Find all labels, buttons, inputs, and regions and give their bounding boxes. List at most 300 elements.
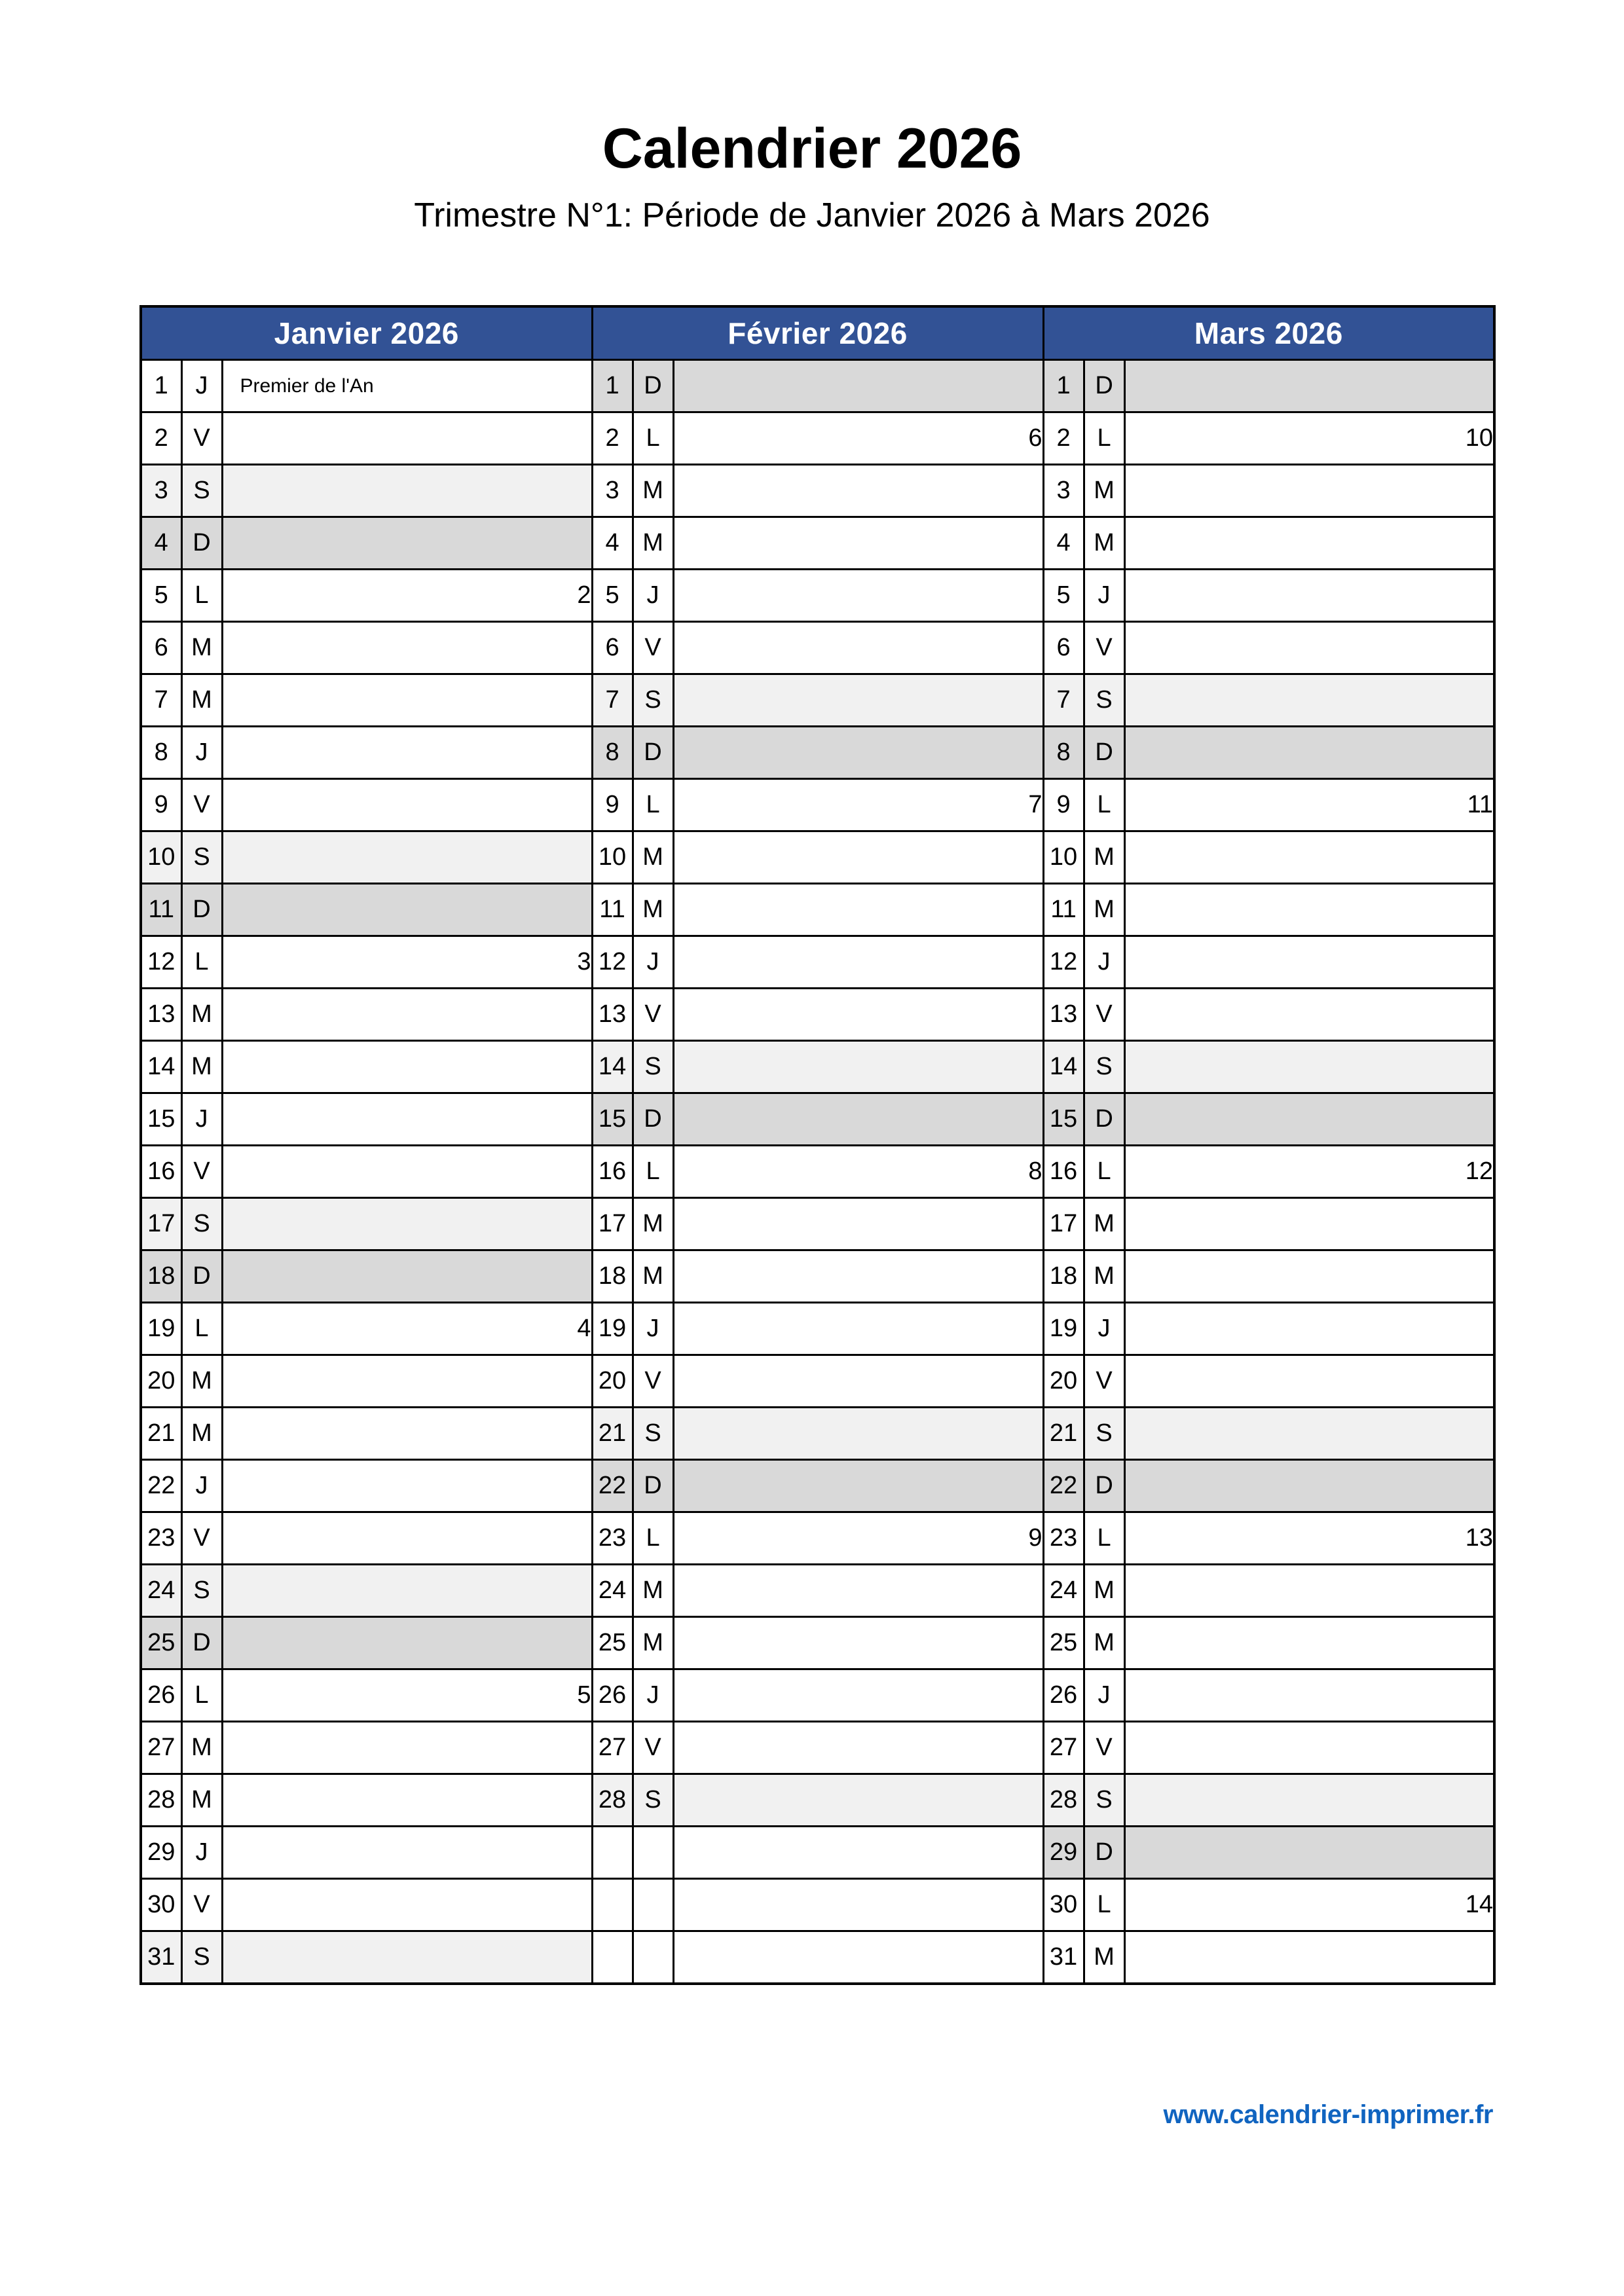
day-number-mars: 21 (1043, 1408, 1084, 1460)
day-number-mars: 20 (1043, 1355, 1084, 1408)
day-number-janvier: 19 (141, 1303, 181, 1355)
day-of-week-janvier: J (181, 360, 222, 412)
note-cell-mars[interactable] (1124, 1460, 1494, 1512)
day-number-janvier: 17 (141, 1198, 181, 1250)
day-number-janvier: 11 (141, 884, 181, 936)
day-number-fevrier: 2 (592, 412, 633, 465)
event-label: Premier de l'An (240, 374, 374, 397)
day-of-week-mars: V (1084, 622, 1124, 674)
note-cell-fevrier[interactable] (673, 936, 1043, 989)
day-of-week-fevrier: M (633, 465, 673, 517)
note-cell-fevrier[interactable] (673, 1093, 1043, 1146)
note-cell-janvier[interactable] (222, 936, 592, 989)
day-number-janvier: 27 (141, 1722, 181, 1774)
day-number-mars: 5 (1043, 570, 1084, 622)
day-number-fevrier: 12 (592, 936, 633, 989)
day-number-fevrier: 20 (592, 1355, 633, 1408)
note-cell-mars[interactable] (1124, 1774, 1494, 1827)
table-row (141, 1617, 1494, 1669)
day-of-week-fevrier (633, 1931, 673, 1984)
note-cell-fevrier[interactable] (673, 1355, 1043, 1408)
note-cell-janvier[interactable] (222, 465, 592, 517)
day-of-week-fevrier: V (633, 1355, 673, 1408)
day-of-week-mars: M (1084, 1617, 1124, 1669)
table-row (141, 1355, 1494, 1408)
day-of-week-janvier: J (181, 727, 222, 779)
table-row (141, 831, 1494, 884)
day-number-janvier: 5 (141, 570, 181, 622)
day-number-fevrier: 11 (592, 884, 633, 936)
table-row (141, 1512, 1494, 1565)
table-row (141, 1303, 1494, 1355)
day-of-week-fevrier: L (633, 1146, 673, 1198)
day-number-janvier: 14 (141, 1041, 181, 1093)
day-of-week-janvier: D (181, 1250, 222, 1303)
day-number-mars: 14 (1043, 1041, 1084, 1093)
day-of-week-mars: S (1084, 1041, 1124, 1093)
note-cell-fevrier[interactable] (673, 831, 1043, 884)
day-of-week-mars: V (1084, 989, 1124, 1041)
note-cell-mars[interactable] (1124, 412, 1494, 465)
note-cell-janvier[interactable] (222, 1512, 592, 1565)
week-number: 10 (1465, 424, 1494, 452)
note-cell-fevrier[interactable] (673, 779, 1043, 831)
note-cell-mars[interactable] (1124, 1565, 1494, 1617)
calendar-body (141, 360, 1494, 1984)
note-cell-fevrier[interactable] (673, 1617, 1043, 1669)
note-cell-mars[interactable] (1124, 727, 1494, 779)
day-number-fevrier: 10 (592, 831, 633, 884)
day-of-week-janvier: M (181, 1774, 222, 1827)
note-cell-janvier[interactable] (222, 1250, 592, 1303)
day-of-week-janvier: S (181, 1198, 222, 1250)
day-number-mars: 26 (1043, 1669, 1084, 1722)
day-number-mars: 7 (1043, 674, 1084, 727)
day-number-janvier: 4 (141, 517, 181, 570)
day-of-week-janvier: V (181, 1879, 222, 1931)
day-number-janvier: 18 (141, 1250, 181, 1303)
note-cell-janvier[interactable] (222, 517, 592, 570)
note-cell-janvier[interactable] (222, 674, 592, 727)
note-cell-mars[interactable] (1124, 1512, 1494, 1565)
note-cell-mars[interactable] (1124, 674, 1494, 727)
note-cell-mars[interactable] (1124, 884, 1494, 936)
note-cell-mars[interactable] (1124, 1827, 1494, 1879)
note-cell-janvier[interactable] (222, 1931, 592, 1984)
day-number-janvier: 6 (141, 622, 181, 674)
day-number-janvier: 23 (141, 1512, 181, 1565)
day-of-week-fevrier: S (633, 1041, 673, 1093)
day-of-week-mars: L (1084, 1879, 1124, 1931)
website-link[interactable]: www.calendrier-imprimer.fr (1163, 2100, 1493, 2129)
note-cell-mars[interactable] (1124, 622, 1494, 674)
day-of-week-fevrier: V (633, 622, 673, 674)
note-cell-mars[interactable] (1124, 1669, 1494, 1722)
table-row (141, 1408, 1494, 1460)
day-number-fevrier: 7 (592, 674, 633, 727)
day-of-week-janvier: D (181, 884, 222, 936)
month-header-fevrier: Février 2026 (592, 306, 1043, 360)
day-number-mars: 23 (1043, 1512, 1084, 1565)
day-of-week-fevrier: D (633, 1460, 673, 1512)
day-number-mars: 3 (1043, 465, 1084, 517)
table-row (141, 884, 1494, 936)
note-cell-fevrier[interactable] (673, 622, 1043, 674)
note-cell-janvier[interactable] (222, 570, 592, 622)
day-of-week-janvier: D (181, 1617, 222, 1669)
table-row (141, 727, 1494, 779)
note-cell-fevrier[interactable] (673, 1774, 1043, 1827)
day-number-mars: 27 (1043, 1722, 1084, 1774)
note-cell-janvier[interactable] (222, 412, 592, 465)
day-number-fevrier: 18 (592, 1250, 633, 1303)
day-of-week-mars: D (1084, 1460, 1124, 1512)
note-cell-mars[interactable] (1124, 989, 1494, 1041)
day-number-fevrier (592, 1879, 633, 1931)
day-of-week-fevrier: J (633, 570, 673, 622)
day-of-week-mars: S (1084, 1408, 1124, 1460)
note-cell-mars[interactable] (1124, 1408, 1494, 1460)
day-of-week-janvier: V (181, 412, 222, 465)
note-cell-fevrier[interactable] (673, 1827, 1043, 1879)
day-number-fevrier: 24 (592, 1565, 633, 1617)
day-of-week-fevrier: M (633, 517, 673, 570)
note-cell-fevrier[interactable] (673, 884, 1043, 936)
day-of-week-mars: J (1084, 936, 1124, 989)
day-number-janvier: 26 (141, 1669, 181, 1722)
month-header-janvier: Janvier 2026 (141, 306, 592, 360)
note-cell-mars[interactable] (1124, 779, 1494, 831)
day-number-janvier: 12 (141, 936, 181, 989)
day-number-mars: 13 (1043, 989, 1084, 1041)
note-cell-fevrier[interactable] (673, 1408, 1043, 1460)
day-number-janvier: 24 (141, 1565, 181, 1617)
table-row (141, 1041, 1494, 1093)
day-number-mars: 10 (1043, 831, 1084, 884)
day-of-week-janvier: D (181, 517, 222, 570)
week-number: 4 (577, 1315, 591, 1342)
day-number-mars: 17 (1043, 1198, 1084, 1250)
note-cell-fevrier[interactable] (673, 989, 1043, 1041)
table-row (141, 412, 1494, 465)
day-number-fevrier: 6 (592, 622, 633, 674)
week-number: 9 (1028, 1524, 1043, 1552)
day-number-mars: 15 (1043, 1093, 1084, 1146)
day-number-mars: 2 (1043, 412, 1084, 465)
day-number-mars: 16 (1043, 1146, 1084, 1198)
day-of-week-fevrier (633, 1879, 673, 1931)
note-cell-janvier[interactable] (222, 360, 592, 412)
note-cell-fevrier[interactable] (673, 1460, 1043, 1512)
day-of-week-mars: D (1084, 1093, 1124, 1146)
note-cell-fevrier[interactable] (673, 1931, 1043, 1984)
week-number: 11 (1467, 791, 1494, 818)
day-of-week-janvier: V (181, 1146, 222, 1198)
day-of-week-fevrier: D (633, 1093, 673, 1146)
table-row (141, 1879, 1494, 1931)
note-cell-janvier[interactable] (222, 1565, 592, 1617)
day-of-week-mars: S (1084, 1774, 1124, 1827)
note-cell-janvier[interactable] (222, 1093, 592, 1146)
day-of-week-janvier: L (181, 936, 222, 989)
day-of-week-mars: D (1084, 360, 1124, 412)
day-of-week-fevrier: V (633, 1722, 673, 1774)
day-of-week-fevrier: S (633, 674, 673, 727)
note-cell-janvier[interactable] (222, 779, 592, 831)
note-cell-mars[interactable] (1124, 1093, 1494, 1146)
day-number-mars: 30 (1043, 1879, 1084, 1931)
note-cell-fevrier[interactable] (673, 1565, 1043, 1617)
table-row (141, 1827, 1494, 1879)
note-cell-janvier[interactable] (222, 884, 592, 936)
note-cell-fevrier[interactable] (673, 727, 1043, 779)
day-number-fevrier: 26 (592, 1669, 633, 1722)
week-number: 7 (1028, 791, 1043, 818)
day-of-week-fevrier: M (633, 1617, 673, 1669)
title-block (0, 0, 1624, 234)
note-cell-janvier[interactable] (222, 1303, 592, 1355)
note-cell-mars[interactable] (1124, 360, 1494, 412)
note-cell-janvier[interactable] (222, 622, 592, 674)
note-cell-janvier[interactable] (222, 989, 592, 1041)
day-of-week-janvier: L (181, 570, 222, 622)
day-of-week-janvier: S (181, 831, 222, 884)
day-of-week-janvier: L (181, 1303, 222, 1355)
day-of-week-janvier: M (181, 1408, 222, 1460)
day-number-mars: 6 (1043, 622, 1084, 674)
day-number-fevrier: 28 (592, 1774, 633, 1827)
calendar-header-row (141, 306, 1494, 360)
day-of-week-mars: L (1084, 779, 1124, 831)
day-of-week-fevrier: V (633, 989, 673, 1041)
day-of-week-fevrier: J (633, 1669, 673, 1722)
day-of-week-mars: L (1084, 412, 1124, 465)
note-cell-mars[interactable] (1124, 1355, 1494, 1408)
day-of-week-fevrier: M (633, 1250, 673, 1303)
note-cell-mars[interactable] (1124, 517, 1494, 570)
note-cell-fevrier[interactable] (673, 412, 1043, 465)
day-of-week-mars: M (1084, 1565, 1124, 1617)
note-cell-janvier[interactable] (222, 727, 592, 779)
day-number-mars: 29 (1043, 1827, 1084, 1879)
week-number: 8 (1028, 1157, 1043, 1185)
note-cell-janvier[interactable] (222, 1879, 592, 1931)
table-row (141, 936, 1494, 989)
day-number-mars: 22 (1043, 1460, 1084, 1512)
note-cell-janvier[interactable] (222, 1146, 592, 1198)
note-cell-janvier[interactable] (222, 1460, 592, 1512)
day-number-janvier: 22 (141, 1460, 181, 1512)
note-cell-janvier[interactable] (222, 1827, 592, 1879)
day-of-week-janvier: M (181, 674, 222, 727)
day-number-janvier: 10 (141, 831, 181, 884)
note-cell-fevrier[interactable] (673, 465, 1043, 517)
note-cell-mars[interactable] (1124, 1041, 1494, 1093)
day-of-week-fevrier: M (633, 1565, 673, 1617)
table-row (141, 360, 1494, 412)
note-cell-fevrier[interactable] (673, 674, 1043, 727)
week-number: 13 (1465, 1524, 1494, 1552)
day-number-fevrier (592, 1827, 633, 1879)
note-cell-fevrier[interactable] (673, 1198, 1043, 1250)
day-of-week-janvier: M (181, 1041, 222, 1093)
day-of-week-fevrier: L (633, 1512, 673, 1565)
day-number-janvier: 16 (141, 1146, 181, 1198)
note-cell-mars[interactable] (1124, 1303, 1494, 1355)
table-row (141, 674, 1494, 727)
note-cell-mars[interactable] (1124, 831, 1494, 884)
note-cell-fevrier[interactable] (673, 1250, 1043, 1303)
day-of-week-janvier: M (181, 622, 222, 674)
month-header-mars: Mars 2026 (1043, 306, 1494, 360)
note-cell-janvier[interactable] (222, 1669, 592, 1722)
day-of-week-mars: J (1084, 570, 1124, 622)
note-cell-janvier[interactable] (222, 1198, 592, 1250)
note-cell-mars[interactable] (1124, 1931, 1494, 1984)
day-of-week-mars: M (1084, 1931, 1124, 1984)
note-cell-fevrier[interactable] (673, 360, 1043, 412)
day-number-mars: 18 (1043, 1250, 1084, 1303)
note-cell-fevrier[interactable] (673, 517, 1043, 570)
day-of-week-fevrier: J (633, 1303, 673, 1355)
note-cell-janvier[interactable] (222, 831, 592, 884)
note-cell-fevrier[interactable] (673, 570, 1043, 622)
day-number-fevrier: 14 (592, 1041, 633, 1093)
note-cell-fevrier[interactable] (673, 1722, 1043, 1774)
day-number-fevrier: 21 (592, 1408, 633, 1460)
day-of-week-mars: V (1084, 1722, 1124, 1774)
note-cell-fevrier[interactable] (673, 1669, 1043, 1722)
day-number-mars: 25 (1043, 1617, 1084, 1669)
note-cell-janvier[interactable] (222, 1355, 592, 1408)
note-cell-fevrier[interactable] (673, 1879, 1043, 1931)
day-number-fevrier: 8 (592, 727, 633, 779)
day-number-mars: 19 (1043, 1303, 1084, 1355)
day-of-week-mars: M (1084, 884, 1124, 936)
note-cell-mars[interactable] (1124, 1146, 1494, 1198)
day-of-week-mars: M (1084, 1198, 1124, 1250)
day-number-janvier: 30 (141, 1879, 181, 1931)
day-of-week-mars: D (1084, 1827, 1124, 1879)
note-cell-fevrier[interactable] (673, 1303, 1043, 1355)
note-cell-janvier[interactable] (222, 1617, 592, 1669)
day-number-janvier: 8 (141, 727, 181, 779)
note-cell-janvier[interactable] (222, 1041, 592, 1093)
note-cell-mars[interactable] (1124, 1879, 1494, 1931)
day-of-week-fevrier: D (633, 727, 673, 779)
day-of-week-fevrier: D (633, 360, 673, 412)
table-row (141, 570, 1494, 622)
note-cell-mars[interactable] (1124, 1722, 1494, 1774)
week-number: 5 (577, 1681, 591, 1709)
day-number-mars: 24 (1043, 1565, 1084, 1617)
note-cell-fevrier[interactable] (673, 1512, 1043, 1565)
day-number-janvier: 28 (141, 1774, 181, 1827)
note-cell-fevrier[interactable] (673, 1146, 1043, 1198)
day-of-week-fevrier: S (633, 1774, 673, 1827)
day-number-janvier: 21 (141, 1408, 181, 1460)
table-row (141, 1250, 1494, 1303)
day-of-week-janvier: S (181, 1931, 222, 1984)
day-number-fevrier: 1 (592, 360, 633, 412)
day-number-janvier: 13 (141, 989, 181, 1041)
day-number-fevrier: 19 (592, 1303, 633, 1355)
day-number-janvier: 25 (141, 1617, 181, 1669)
day-of-week-janvier: V (181, 779, 222, 831)
note-cell-mars[interactable] (1124, 1617, 1494, 1669)
table-row (141, 622, 1494, 674)
day-number-mars: 11 (1043, 884, 1084, 936)
footer (0, 2100, 1493, 2130)
day-number-fevrier: 25 (592, 1617, 633, 1669)
page-title: Calendrier 2026 (602, 117, 1022, 180)
day-of-week-fevrier: L (633, 779, 673, 831)
day-number-fevrier: 13 (592, 989, 633, 1041)
day-of-week-janvier: J (181, 1460, 222, 1512)
day-of-week-mars: M (1084, 517, 1124, 570)
day-of-week-fevrier: J (633, 936, 673, 989)
quarter-calendar-table (139, 305, 1496, 1985)
note-cell-janvier[interactable] (222, 1722, 592, 1774)
note-cell-mars[interactable] (1124, 465, 1494, 517)
table-row (141, 1722, 1494, 1774)
day-number-fevrier: 16 (592, 1146, 633, 1198)
day-of-week-janvier: V (181, 1512, 222, 1565)
table-row (141, 989, 1494, 1041)
day-number-janvier: 2 (141, 412, 181, 465)
day-of-week-mars: M (1084, 465, 1124, 517)
note-cell-janvier[interactable] (222, 1774, 592, 1827)
day-of-week-fevrier: M (633, 831, 673, 884)
table-row (141, 465, 1494, 517)
day-number-mars: 8 (1043, 727, 1084, 779)
note-cell-mars[interactable] (1124, 936, 1494, 989)
day-number-fevrier: 22 (592, 1460, 633, 1512)
day-of-week-janvier: S (181, 1565, 222, 1617)
day-number-janvier: 9 (141, 779, 181, 831)
note-cell-mars[interactable] (1124, 1198, 1494, 1250)
table-row (141, 1669, 1494, 1722)
table-row (141, 1460, 1494, 1512)
day-number-fevrier: 15 (592, 1093, 633, 1146)
note-cell-mars[interactable] (1124, 570, 1494, 622)
day-of-week-janvier: S (181, 465, 222, 517)
day-of-week-fevrier: L (633, 412, 673, 465)
day-number-mars: 1 (1043, 360, 1084, 412)
week-number: 3 (577, 948, 591, 975)
day-number-mars: 4 (1043, 517, 1084, 570)
table-row (141, 1565, 1494, 1617)
day-number-fevrier: 23 (592, 1512, 633, 1565)
table-row (141, 779, 1494, 831)
table-row (141, 1146, 1494, 1198)
day-number-janvier: 31 (141, 1931, 181, 1984)
day-of-week-janvier: J (181, 1093, 222, 1146)
day-of-week-mars: L (1084, 1512, 1124, 1565)
note-cell-janvier[interactable] (222, 1408, 592, 1460)
table-row (141, 1774, 1494, 1827)
day-of-week-mars: M (1084, 831, 1124, 884)
week-number: 6 (1028, 424, 1043, 452)
day-of-week-janvier: J (181, 1827, 222, 1879)
table-row (141, 517, 1494, 570)
note-cell-fevrier[interactable] (673, 1041, 1043, 1093)
day-number-janvier: 3 (141, 465, 181, 517)
day-of-week-janvier: L (181, 1669, 222, 1722)
day-number-mars: 28 (1043, 1774, 1084, 1827)
note-cell-mars[interactable] (1124, 1250, 1494, 1303)
week-number: 12 (1465, 1157, 1494, 1185)
